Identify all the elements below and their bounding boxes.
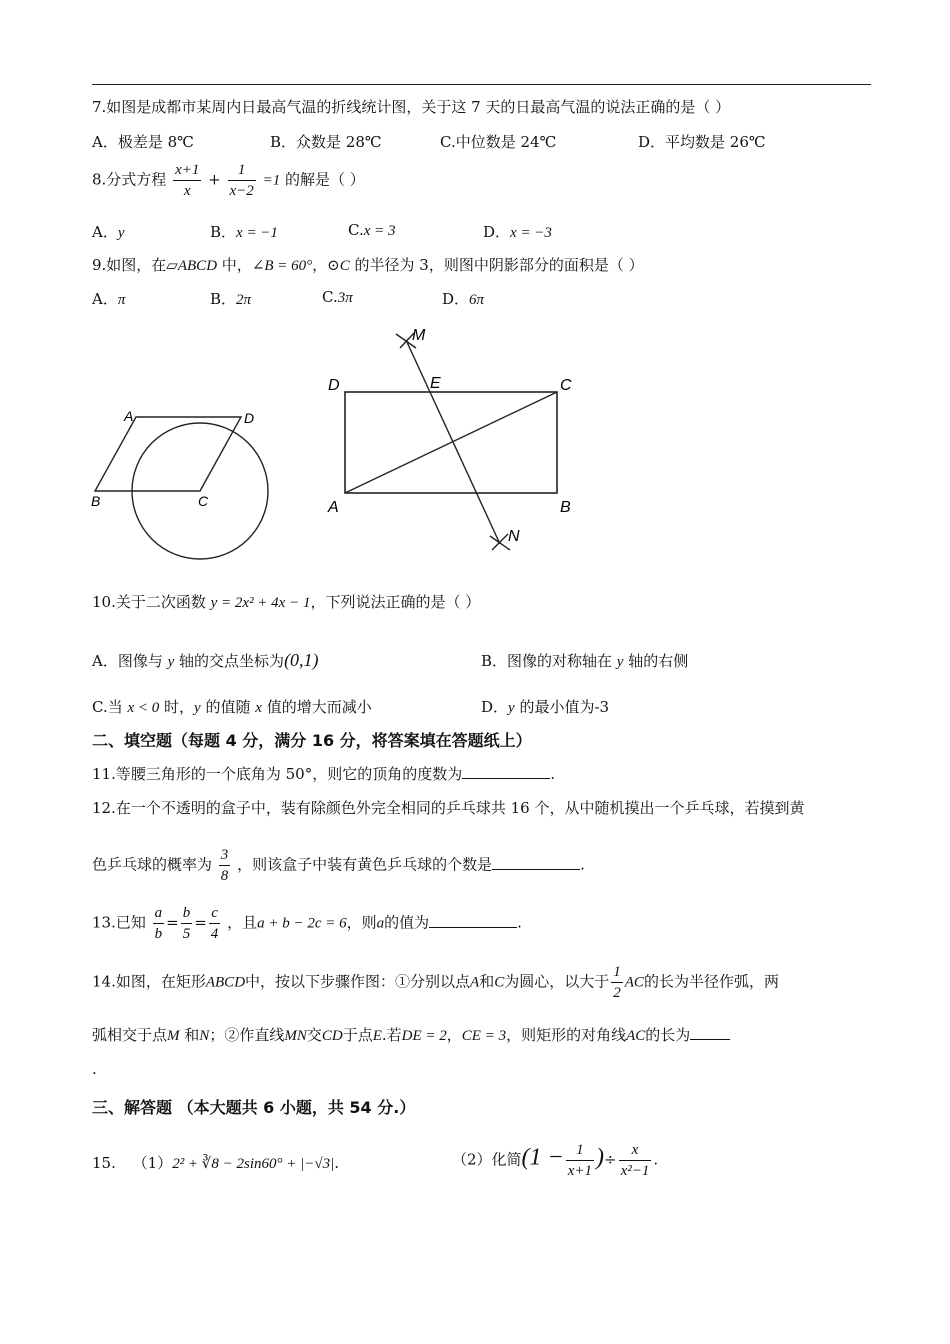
q14-ac2: AC bbox=[626, 1028, 646, 1044]
q14-l2f: .若 bbox=[381, 1026, 402, 1044]
q14-l1a: 14.如图，在矩形 bbox=[92, 972, 206, 991]
q8-option-b bbox=[210, 221, 278, 242]
q13-eq1: = bbox=[166, 913, 179, 932]
q10-c-mid2: 的值随 bbox=[200, 698, 256, 716]
q9-angle: ∠B = 60° bbox=[251, 258, 313, 274]
q10-c-pre: C.当 bbox=[92, 698, 128, 716]
q15-p2-label: （2）化简 bbox=[452, 1150, 522, 1169]
q12-post: ，则该盒子中装有黄色乒乓球的个数是 bbox=[237, 855, 493, 874]
q9-stem-a: 9.如图，在▱ bbox=[92, 256, 178, 274]
q12-frac-num: 3 bbox=[219, 845, 231, 866]
q12-frac-den: 8 bbox=[220, 868, 229, 884]
diagonal-ac bbox=[345, 392, 557, 493]
q13-f2d: 5 bbox=[182, 926, 191, 942]
q10-a-coord: (0,1) bbox=[284, 650, 319, 670]
q7-option-a: A．极差是 8℃ bbox=[92, 133, 194, 151]
fig2-label-e: E bbox=[430, 375, 441, 392]
fig2-label-d: D bbox=[328, 377, 340, 394]
q14-l2b: 和 bbox=[179, 1026, 200, 1044]
line-mn bbox=[406, 340, 500, 544]
q14-line1 bbox=[92, 962, 779, 1003]
top-rule bbox=[92, 84, 871, 85]
q13-pre: 13.已知 bbox=[92, 913, 146, 932]
q14-half-num: 1 bbox=[611, 962, 623, 983]
q14-cd: CD bbox=[321, 1028, 343, 1044]
q12-pre: 色乒乓球的概率为 bbox=[92, 855, 213, 874]
q11-text: 11.等腰三角形的一个底角为 50°，则它的顶角的度数为 bbox=[92, 765, 463, 783]
q9-stem-d: 的半径为 3，则图中阴影部分的面积是（ ） bbox=[349, 256, 644, 274]
q9-circle: C bbox=[339, 258, 350, 274]
q13-eq2: = bbox=[194, 913, 207, 932]
q8-frac1-den: x bbox=[183, 183, 191, 199]
q10-option-c bbox=[92, 696, 372, 717]
q10-c-x: x bbox=[255, 700, 262, 716]
q12-fraction bbox=[219, 845, 231, 886]
q8-suffix: 的解是（ ） bbox=[284, 170, 365, 189]
rectangle-construction-figure bbox=[320, 322, 590, 560]
q13-f1n: a bbox=[153, 903, 165, 924]
q8-c-math: x = 3 bbox=[363, 223, 396, 239]
q9-option-d bbox=[442, 288, 484, 309]
fig2-label-c: C bbox=[560, 377, 572, 394]
q15-p2-div: ÷ bbox=[604, 1150, 617, 1169]
q7-option-d: D．平均数是 26℃ bbox=[638, 133, 766, 151]
q11-answer-blank bbox=[462, 764, 550, 779]
q8-b-math: x = −1 bbox=[236, 225, 278, 241]
q15-p2-frac-2 bbox=[619, 1140, 652, 1181]
q13-frac-3 bbox=[209, 903, 221, 944]
fig2-label-m: M bbox=[412, 327, 426, 344]
q15-p1-end: . bbox=[334, 1154, 339, 1172]
q8-equals: =1 bbox=[262, 172, 281, 189]
q15-p2-close: ) bbox=[596, 1144, 605, 1171]
q14-l2g: ， bbox=[446, 1026, 462, 1044]
q12-line1: 12.在一个不透明的盒子中，装有除颜色外完全相同的乒乓球共 16 个，从中随机摸出一个乒乓球，若摸到黄 bbox=[92, 799, 805, 817]
q8-plus: + bbox=[208, 170, 221, 189]
q14-l2d: 交 bbox=[306, 1026, 322, 1044]
q8-option-c bbox=[348, 221, 396, 240]
q10-d-pre: D． bbox=[481, 698, 509, 716]
fig2-label-a: A bbox=[328, 499, 339, 516]
q15-p2-fd: x+1 bbox=[567, 1163, 593, 1179]
q10-b-var: y bbox=[616, 654, 624, 670]
q13-frac-1 bbox=[153, 903, 165, 944]
q10-a-post: 轴的交点坐标为 bbox=[174, 652, 285, 670]
q10-option-d bbox=[481, 696, 609, 717]
q12-line2 bbox=[92, 845, 585, 886]
q12-end: . bbox=[580, 855, 585, 874]
q13-var: a bbox=[376, 915, 385, 932]
q15-part2 bbox=[452, 1140, 658, 1181]
q7-option-b: B．众数是 28℃ bbox=[270, 133, 382, 151]
q15 bbox=[92, 1152, 339, 1173]
parallelogram-abcd bbox=[95, 417, 241, 491]
q10-b-post: 轴的右侧 bbox=[623, 652, 689, 670]
q11-end: . bbox=[550, 765, 555, 783]
q13-f3n: c bbox=[209, 903, 221, 924]
q8-fraction-1 bbox=[173, 160, 201, 201]
q14-answer-blank bbox=[690, 1025, 730, 1040]
fig2-label-b: B bbox=[560, 499, 571, 516]
q8-d-label: D． bbox=[483, 223, 511, 241]
q12-answer-blank bbox=[492, 855, 580, 870]
q13-post: 的值为 bbox=[384, 913, 430, 932]
q8-d-math: x = −3 bbox=[510, 225, 552, 241]
q8-option-d bbox=[483, 221, 552, 242]
q10-a-var: y bbox=[167, 654, 175, 670]
q15-p2-frac-1 bbox=[566, 1140, 594, 1181]
q10-option-b bbox=[481, 650, 688, 671]
q10-c-post: 值的增大而减小 bbox=[261, 698, 372, 716]
q14-l2c: ；②作直线 bbox=[209, 1026, 285, 1044]
q10-stem bbox=[92, 591, 480, 612]
q14-de: DE = 2 bbox=[401, 1028, 447, 1044]
fig2-label-n: N bbox=[508, 528, 520, 545]
q14-l2i: 的长为 bbox=[645, 1026, 691, 1044]
q8-stem bbox=[92, 160, 365, 201]
q9-parallelogram: ABCD bbox=[177, 258, 218, 274]
q14-line3: . bbox=[92, 1060, 97, 1078]
q13-f3d: 4 bbox=[210, 926, 219, 942]
q8-frac1-num: x+1 bbox=[173, 160, 201, 181]
q8-frac2-num: 1 bbox=[228, 160, 256, 181]
q14-l2h: ，则矩形的对角线 bbox=[506, 1026, 627, 1044]
q14-l2e: 于点 bbox=[342, 1026, 373, 1044]
fig1-label-a: A bbox=[124, 408, 134, 424]
q14-l2a: 弧相交于点 bbox=[92, 1026, 168, 1044]
q13-mid: ，且 bbox=[227, 913, 258, 932]
q8-prefix: 8.分式方程 bbox=[92, 170, 167, 189]
fig1-label-c: C bbox=[198, 493, 209, 509]
q9-option-a bbox=[92, 288, 125, 309]
q10-b-pre: B．图像的对称轴在 bbox=[481, 652, 617, 670]
q14-ce: CE = 3 bbox=[461, 1028, 507, 1044]
q13-answer-blank bbox=[429, 913, 517, 928]
q15-p2-open: (1 − bbox=[521, 1144, 564, 1171]
q8-a-math: y bbox=[117, 225, 125, 241]
q14-mn: MN bbox=[284, 1028, 307, 1044]
q14-pn: N bbox=[199, 1028, 210, 1044]
q8-option-a bbox=[92, 221, 125, 242]
q9-b-label: B． bbox=[210, 290, 237, 308]
section-solve-heading: 三、解答题 （本大题共 6 小题，共 54 分.） bbox=[92, 1098, 416, 1117]
q14-pc: C bbox=[494, 974, 505, 991]
q14-pm: M bbox=[167, 1028, 180, 1044]
q13-condition: a + b − 2c = 6 bbox=[257, 915, 347, 932]
q11 bbox=[92, 763, 555, 784]
fig1-label-d: D bbox=[244, 410, 255, 426]
q10-stem-a: 10.关于二次函数 bbox=[92, 593, 211, 611]
q9-stem-b: 中， bbox=[217, 256, 252, 274]
q13 bbox=[92, 903, 522, 944]
q14-l1c: 和 bbox=[479, 972, 495, 991]
q9-c-math: 3π bbox=[337, 290, 353, 306]
q7-stem: 7.如图是成都市某周内日最高气温的折线统计图，关于这 7 天的日最高气温的说法正确的是（ ） bbox=[92, 98, 731, 116]
q15-p2-gn: x bbox=[619, 1140, 652, 1161]
q10-c-y: y bbox=[194, 700, 201, 716]
q9-option-c bbox=[322, 288, 353, 307]
q8-b-label: B． bbox=[210, 223, 237, 241]
q8-a-label: A． bbox=[92, 223, 118, 241]
q7-option-c: C.中位数是 24℃ bbox=[440, 133, 557, 151]
q10-c-mid: 时， bbox=[159, 698, 195, 716]
q8-frac2-den: x−2 bbox=[229, 183, 254, 199]
q14-l1b: 中，按以下步骤作图：①分别以点 bbox=[245, 972, 471, 991]
q15-p2-fn: 1 bbox=[566, 1140, 594, 1161]
q15-p1-expr: 2² + ∛8 − 2sin60° + |−√3| bbox=[172, 1156, 335, 1172]
q10-d-var: y bbox=[508, 700, 515, 716]
q10-function: y = 2x² + 4x − 1 bbox=[210, 595, 311, 611]
q10-option-a bbox=[92, 650, 319, 671]
q10-stem-b: ，下列说法正确的是（ ） bbox=[310, 593, 481, 611]
q9-b-math: 2π bbox=[236, 292, 252, 308]
arc-mark-n bbox=[490, 534, 510, 550]
q15-p2-gd: x²−1 bbox=[620, 1163, 650, 1179]
q9-stem bbox=[92, 254, 644, 275]
q14-ac1: AC bbox=[624, 974, 644, 991]
q9-stem-c: ，⊙ bbox=[312, 256, 340, 274]
q13-frac-2 bbox=[181, 903, 193, 944]
q9-a-label: A． bbox=[92, 290, 118, 308]
q9-d-label: D． bbox=[442, 290, 470, 308]
section-fill-in-heading: 二、填空题（每题 4 分，满分 16 分，将答案填在答题纸上） bbox=[92, 731, 532, 750]
q14-pe: E bbox=[372, 1028, 382, 1044]
q9-a-math: π bbox=[117, 292, 126, 308]
q13-mid2: ，则 bbox=[346, 913, 377, 932]
q14-l1d: 为圆心，以大于 bbox=[504, 972, 610, 991]
q14-half-den: 2 bbox=[613, 985, 621, 1001]
q13-f2n: b bbox=[181, 903, 193, 924]
q14-rect: ABCD bbox=[205, 974, 246, 991]
q8-fraction-2 bbox=[228, 160, 256, 201]
q14-line2 bbox=[92, 1024, 730, 1045]
q8-c-label: C. bbox=[348, 221, 364, 239]
q15-num: 15. bbox=[92, 1154, 116, 1172]
q10-a-pre: A．图像与 bbox=[92, 652, 168, 670]
q14-half bbox=[611, 962, 623, 1003]
fig1-label-b: B bbox=[91, 493, 101, 509]
q9-c-label: C. bbox=[322, 288, 338, 306]
q14-l1e: 的长为半径作弧，两 bbox=[643, 972, 779, 991]
q13-end: . bbox=[517, 913, 522, 932]
q15-p2-end: . bbox=[653, 1150, 659, 1169]
q13-f1d: b bbox=[154, 926, 163, 942]
q10-d-post: 的最小值为-3 bbox=[514, 698, 610, 716]
parallelogram-circle-figure bbox=[88, 405, 278, 565]
q9-d-math: 6π bbox=[469, 292, 485, 308]
q14-pa: A bbox=[470, 974, 480, 991]
q9-option-b bbox=[210, 288, 251, 309]
q10-c-cond: x < 0 bbox=[127, 700, 160, 716]
q15-p1-label: （1） bbox=[132, 1154, 173, 1172]
